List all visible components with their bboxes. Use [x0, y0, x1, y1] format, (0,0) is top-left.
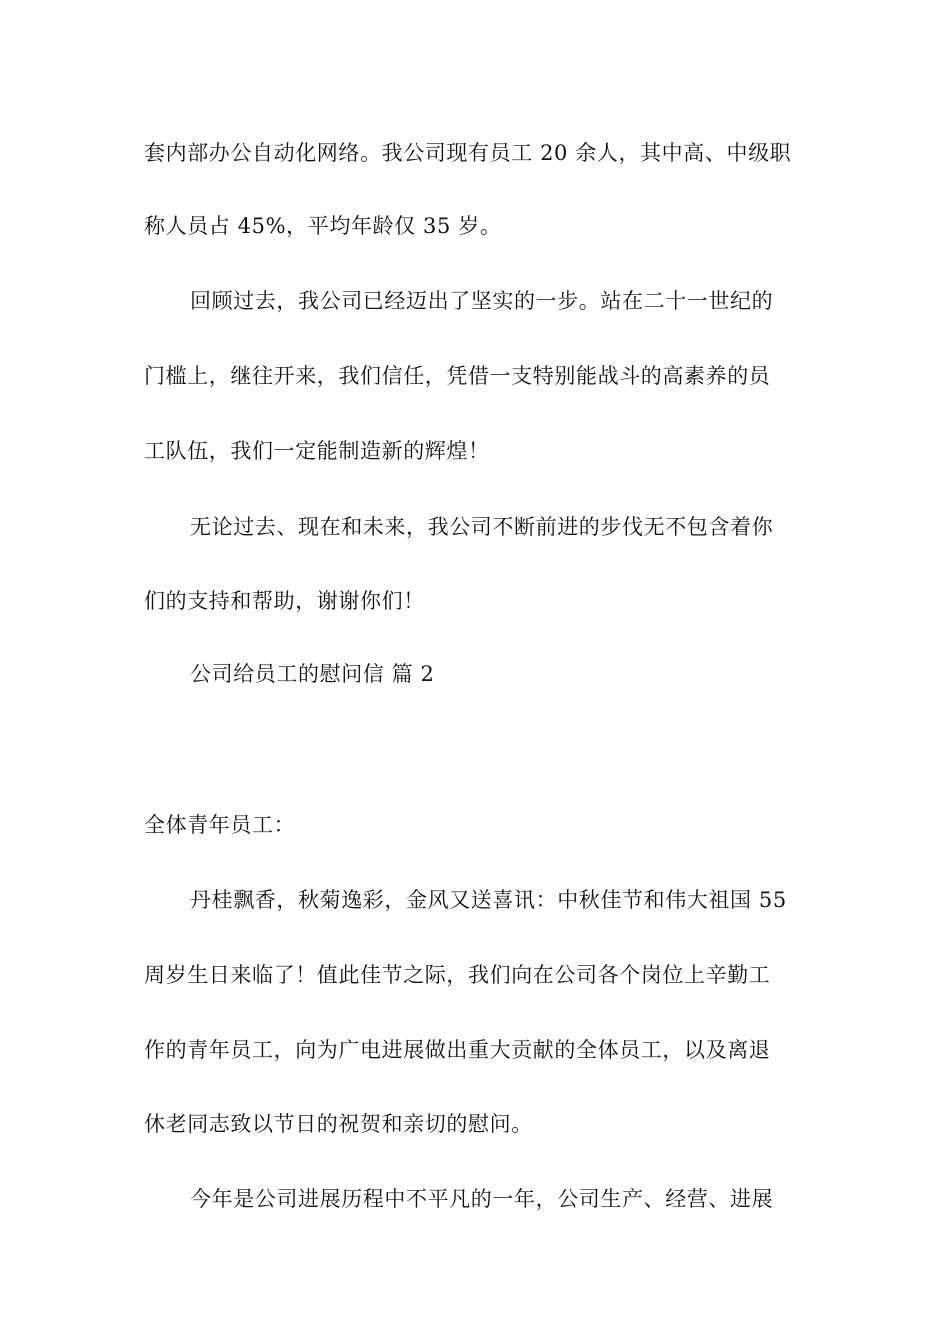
body-text-line: 回顾过去，我公司已经迈出了坚实的一步。站在二十一世纪的 — [190, 289, 774, 313]
body-text-line: 休老同志致以节日的祝贺和亲切的慰问。 — [144, 1112, 533, 1136]
body-text-line: 门槛上，继往开来，我们信任，凭借一支特别能战斗的高素养的员 — [144, 364, 771, 388]
body-text-line: 工队伍，我们一定能制造新的辉煌！ — [144, 439, 490, 463]
body-text-line: 无论过去、现在和未来，我公司不断前进的步伐无不包含着你 — [190, 515, 774, 539]
body-text-line: 套内部办公自动化网络。我公司现有员工 20 余人，其中高、中级职 — [144, 141, 792, 165]
body-text-line: 们的支持和帮助，谢谢你们！ — [144, 589, 425, 613]
body-text-line: 称人员占 45%，平均年龄仅 35 岁。 — [144, 214, 502, 238]
body-text-line: 丹桂飘香，秋菊逸彩，金风又送喜讯：中秋佳节和伟大祖国 55 — [190, 888, 787, 912]
body-text-line: 作的青年员工，向为广电进展做出重大贡献的全体员工，以及离退 — [144, 1038, 771, 1062]
section-heading: 公司给员工的慰问信 篇 2 — [190, 662, 435, 686]
salutation: 全体青年员工： — [144, 813, 296, 837]
body-text-line: 周岁生日来临了！值此佳节之际，我们向在公司各个岗位上辛勤工 — [144, 963, 771, 987]
body-text-line: 今年是公司进展历程中不平凡的一年，公司生产、经营、进展 — [190, 1187, 774, 1211]
